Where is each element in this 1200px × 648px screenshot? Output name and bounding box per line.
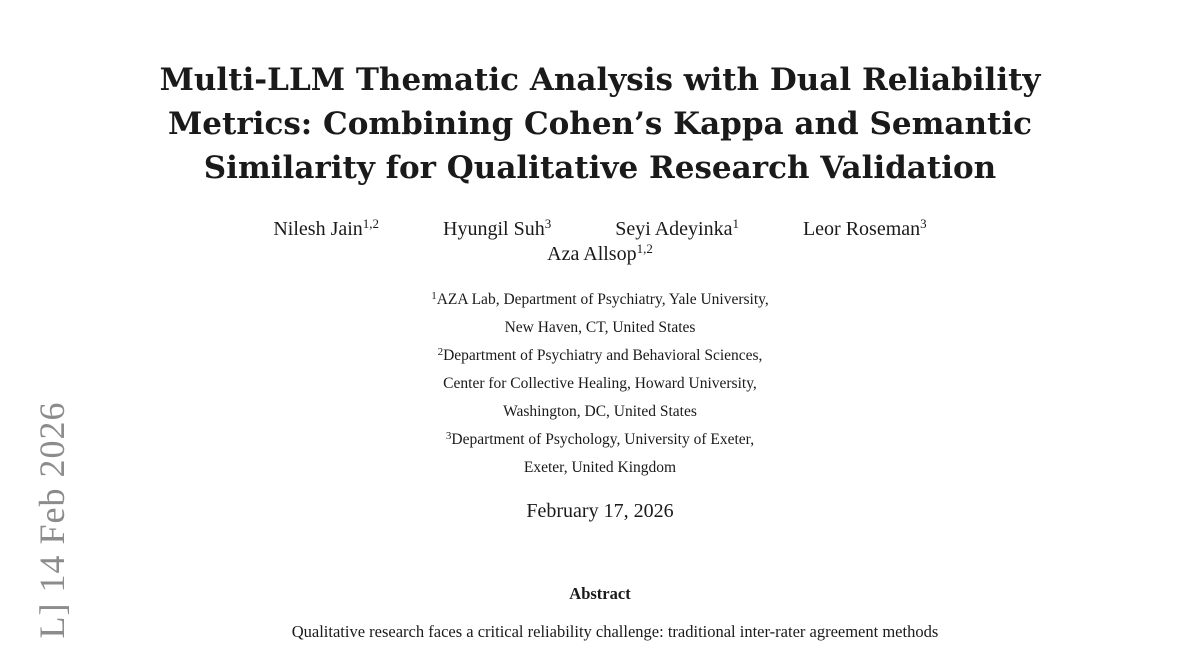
- arxiv-side-stamp: L] 14 Feb 2026: [32, 401, 72, 639]
- author-name: Hyungil Suh: [443, 218, 545, 240]
- affiliation-mark: 3: [445, 430, 452, 442]
- paper-title: [100, 58, 1100, 190]
- author: [615, 218, 739, 241]
- author-row-2: [100, 243, 1100, 266]
- title-line-2: Metrics: Combining Cohen’s Kappa and Semantic: [167, 106, 1032, 142]
- author-list: [100, 218, 1100, 266]
- author: [273, 218, 379, 241]
- affiliation-line: Washington, DC, United States: [503, 403, 697, 420]
- affiliation-mark: 2: [437, 346, 444, 358]
- abstract-text: Qualitative research faces a critical reliability challenge: traditional inter-rater agreement methods: [291, 622, 939, 641]
- title-line-3: Similarity for Qualitative Research Validation: [203, 150, 997, 186]
- author: [443, 218, 551, 241]
- affiliation-list: [300, 286, 900, 482]
- abstract-heading: Abstract: [569, 584, 631, 603]
- author-affiliation-mark: 1: [732, 216, 739, 231]
- author-name: Nilesh Jain: [273, 218, 363, 240]
- affiliation-text: Department of Psychology, University of Exeter,: [451, 431, 755, 448]
- author: [547, 243, 653, 266]
- author-affiliation-mark: 3: [920, 216, 927, 231]
- author-name: Leor Roseman: [802, 218, 921, 240]
- author-name: Seyi Adeyinka: [615, 218, 733, 240]
- affiliation-mark: 1: [431, 290, 437, 302]
- affiliation-line: [300, 426, 900, 454]
- author-affiliation-mark: 1,2: [636, 241, 653, 256]
- author-affiliation-mark: 3: [544, 216, 552, 231]
- affiliation-line: Exeter, United Kingdom: [523, 459, 677, 476]
- affiliation-line: [300, 342, 900, 370]
- author-affiliation-mark: 1,2: [362, 216, 380, 231]
- author-row-1: [100, 218, 1100, 241]
- paper-date: February 17, 2026: [526, 500, 674, 522]
- affiliation-line: [300, 286, 900, 314]
- author: [803, 218, 927, 241]
- author-name: Aza Allsop: [547, 243, 637, 265]
- affiliation-line: Center for Collective Healing, Howard University,: [443, 375, 757, 392]
- title-line-1: Multi-LLM Thematic Analysis with Dual Reliability: [159, 62, 1041, 98]
- affiliation-text: AZA Lab, Department of Psychiatry, Yale University,: [436, 291, 769, 308]
- affiliation-text: Department of Psychiatry and Behavioral Sciences,: [443, 347, 763, 364]
- affiliation-line: New Haven, CT, United States: [504, 319, 696, 336]
